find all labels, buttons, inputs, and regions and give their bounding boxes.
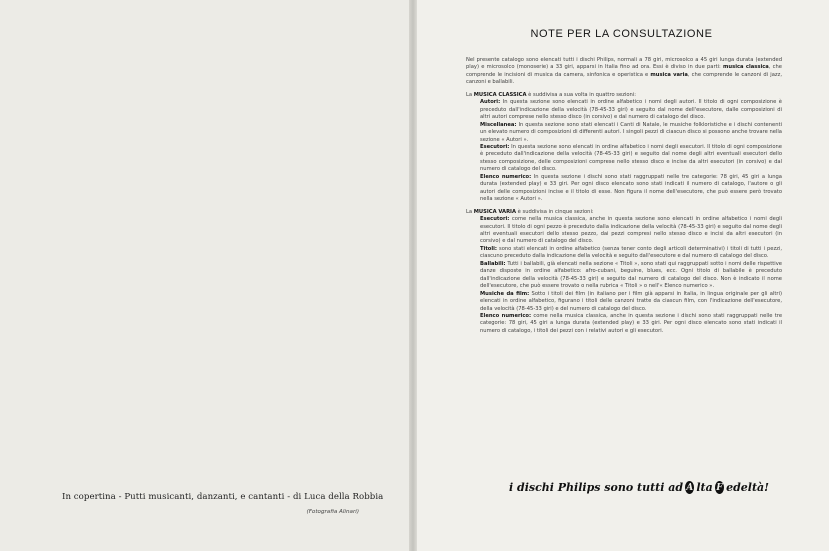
photo-credit: (Fotografia Alinari)	[306, 509, 359, 515]
book-gutter	[409, 0, 417, 551]
left-page	[0, 0, 412, 551]
varia-item-ballabili: Ballabili: Tutti i ballabili, già elencati nella sezione « Titoli », sono stati qui raggruppati sotto i nomi delle rispettive danze disposte in ordine alfabetico: afro-cubani, beguine, blues, ecc. Ogni titolo di ballabile è preceduto dall'indicazione della velocità (78-45-33 giri) e seguito dal numero di catalogo del disco. Non è indicato il nome dell'esecutore, che può essere trovato o nella rubrica « Titoli » o nell'« Elenco numerico ».	[480, 260, 782, 290]
page-title: NOTE PER LA CONSULTAZIONE	[530, 28, 713, 40]
classica-item-miscellanea: Miscellanea: In questa sezione sono stati elencati i Canti di Natale, le musiche folkloristiche e i dischi contenenti un elevato numero di composizioni di differenti autori. I singoli pezzi di ciascun disco si possono anche trovare nella sezione « Autori ».	[480, 121, 782, 143]
classica-item-autori: Autori: In questa sezione sono elencati in ordine alfabetico i nomi degli autori. Il titolo di ogni composizione è preceduto dall'indicazione della velocità (78-45-33 giri) e seguito dal nome dell'esecutore, dalle composizioni di altri autori comprese nello stesso disco (in corsivo) e dal numero di catalogo del disco.	[480, 99, 782, 121]
philips-slogan: i dischi Philips sono tutti ad A lta F edeltà!	[509, 481, 769, 494]
circle-letter-a: A	[686, 482, 694, 493]
varia-item-film: Musiche da film: Sotto i titoli dei film (in italiano per i film già apparsi in Italia, in lingua originale per gli altri) elencati in ordine alfabetico, figurano i titoli delle canzoni tratte da ciascun film, con l'indicazione dell'esecutore, della velocità (78-45-33 giri) e del numero di catalogo del disco.	[480, 290, 783, 312]
cover-caption: In copertina - Putti musicanti, danzanti, e cantanti - di Luca della Robbia	[62, 492, 384, 502]
varia-item-titoli: Titoli: sono stati elencati in ordine alfabetico (senza tener conto degli articoli determinativi) i titoli di tutti i pezzi, ciascuno preceduto dalla indicazione della velocità e seguito dall'esecutore e dal numero di catalogo del disco.	[480, 245, 782, 260]
varia-lead: La MUSICA VARIA è suddivisa in cinque sezioni:	[466, 208, 594, 215]
classica-item-elenco: Elenco numerico: In questa sezione i dischi sono stati raggruppati nelle tre categorie: 78 giri, 45 giri a lunga durata (extended play) e 33 giri. Per ogni disco elencato sono stati indicati il numero di catalogo, l'autore o gli autori delle composizioni incise e il titolo di esse. Non figura il nome dell'esecutore, che può essere però trovato nella sezione « Autori ».	[480, 173, 782, 203]
consultation-notes	[466, 57, 782, 335]
circle-letter-f: F	[716, 482, 723, 493]
varia-item-elenco: Elenco numerico: come nella musica classica, anche in questa sezione i dischi sono stati raggruppati nelle tre categorie: 78 giri, 45 giri a lunga durata (extended play) e 33 giri. Per ogni disco elencato sono stati indicati il numero di catalogo, i titoli dei pezzi con i relativi autori e gli esecutori.	[480, 312, 783, 334]
classica-lead: La MUSICA CLASSICA è suddivisa a sua volta in quattro sezioni:	[466, 91, 637, 98]
varia-item-esecutori: Esecutori: come nella musica classica, anche in questa sezione sono elencati in ordine alfabetico i nomi degli esecutori. Il titolo di ogni pezzo è preceduto dalla indicazione della velocità (78-45-33 giri) e seguito dal nome degli altri eventuali esecutori dello stesso pezzo, dai pezzi compresi nello stesso disco e incisi da altri esecutori (in corsivo) e dal numero di catalogo del disco.	[480, 216, 782, 245]
classica-item-esecutori: Esecutori: In questa sezione sono elencati in ordine alfabetico i nomi degli esecutori. Il titolo di ogni composizione è preceduto dall'indicazione della velocità (78-45-33 giri) e seguito dal nome degli altri eventuali esecutori dello stesso composizione, delle composizioni comprese nello stesso disco e incise da altri esecutori (in corsivo) e dal numero di catalogo del disco.	[480, 143, 782, 173]
intro-paragraph: Nel presente catalogo sono elencati tutti i dischi Philips, normali a 78 giri, microsolco a 45 giri lunga durata (extended play) e microsolco (monoserie) a 33 giri, apparsi in Italia fino ad ora. Essi è diviso in due parti: musica classica, che comprende le incisioni di musica da camera, sinfonica e operistica e musica varia, che comprende le canzoni di jazz, canzoni e ballabili.	[466, 57, 782, 86]
